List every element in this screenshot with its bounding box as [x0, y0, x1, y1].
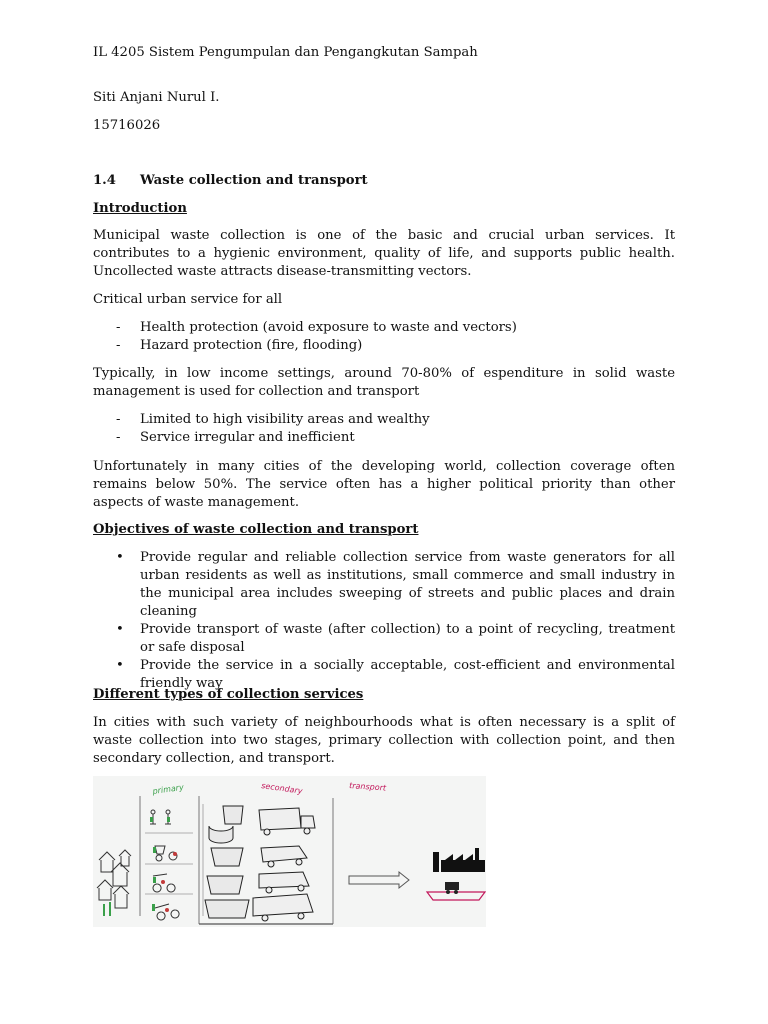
- spending-paragraph: Typically, in low income settings, around 70-80% of espenditure in solid waste management is used for collection and transport: [93, 366, 675, 399]
- collection-diagram-figure: [93, 776, 486, 927]
- list-item: [93, 549, 675, 621]
- coverage-paragraph: Unfortunately in many cities of the developing world, collection coverage often remains below 50%. The service often has a higher political priority than other aspects of waste management.: [93, 459, 675, 510]
- factory-icon: [433, 848, 485, 872]
- bullet-marker: •: [116, 658, 124, 673]
- collection-diagram: [93, 776, 486, 927]
- critical-label: Critical urban service for all: [93, 292, 283, 307]
- list-item-text: Health protection (avoid exposure to waste and vectors): [140, 320, 517, 335]
- red-marker-icon: [161, 852, 177, 912]
- objectives-list: [93, 549, 675, 693]
- bullet-marker: •: [116, 622, 124, 637]
- label-transport: transport: [348, 781, 387, 793]
- section-number: 1.4: [93, 173, 116, 188]
- introduction-heading: Introduction: [93, 201, 187, 216]
- student-id: 15716026: [93, 118, 161, 133]
- author-name: Siti Anjani Nurul I.: [93, 90, 220, 105]
- dash-marker: -: [116, 412, 121, 427]
- list-item: [93, 429, 675, 447]
- bullet-marker: •: [116, 550, 124, 565]
- spending-list: [93, 411, 675, 447]
- list-item-text: Provide the service in a socially acceptable, cost-efficient and environmental friendly way: [140, 658, 675, 691]
- dash-marker: -: [116, 320, 121, 335]
- list-item-text: Provide transport of waste (after collection) to a point of recycling, treatment or safe disposal: [140, 622, 675, 655]
- section-title: Waste collection and transport: [140, 173, 368, 188]
- dash-marker: -: [116, 338, 121, 353]
- collector-icon: [150, 810, 179, 920]
- collection-types-heading: Different types of collection services: [93, 687, 364, 702]
- list-item: [93, 621, 675, 657]
- list-item-text: Hazard protection (fire, flooding): [140, 338, 363, 353]
- container-icon: [205, 806, 249, 918]
- list-item: [93, 411, 675, 429]
- list-item: [93, 337, 675, 355]
- introduction-paragraph: Municipal waste collection is one of the basic and crucial urban services. It contributes to a hygienic environment, quality of life, and supports public health. Uncollected waste attracts disease-transmitting vectors.: [93, 228, 675, 279]
- dash-marker: -: [116, 430, 121, 445]
- truck-icon: [253, 808, 315, 921]
- list-item-text: Service irregular and inefficient: [140, 430, 355, 445]
- objectives-heading: Objectives of waste collection and transport: [93, 522, 419, 537]
- collection-types-paragraph: In cities with such variety of neighbourhoods what is often necessary is a split of waste collection into two stages, primary collection with collection point, and then secondary collection, and transport.: [93, 715, 675, 766]
- course-title: IL 4205 Sistem Pengumpulan dan Pengangkutan Sampah: [93, 45, 478, 60]
- people-icon: [103, 902, 111, 916]
- list-item-text: Limited to high visibility areas and wealthy: [140, 412, 430, 427]
- houses-icon: [97, 850, 131, 908]
- label-primary: primary: [152, 782, 185, 796]
- list-item-text: Provide regular and reliable collection service from waste generators for all urban residents as well as institutions, small commerce and small industry in the municipal area includes sweeping of streets and public places and drain cleaning: [140, 550, 675, 619]
- critical-list: [93, 319, 675, 355]
- list-item: [93, 319, 675, 337]
- arrow-icon: [349, 872, 409, 888]
- label-secondary: secondary: [260, 781, 304, 796]
